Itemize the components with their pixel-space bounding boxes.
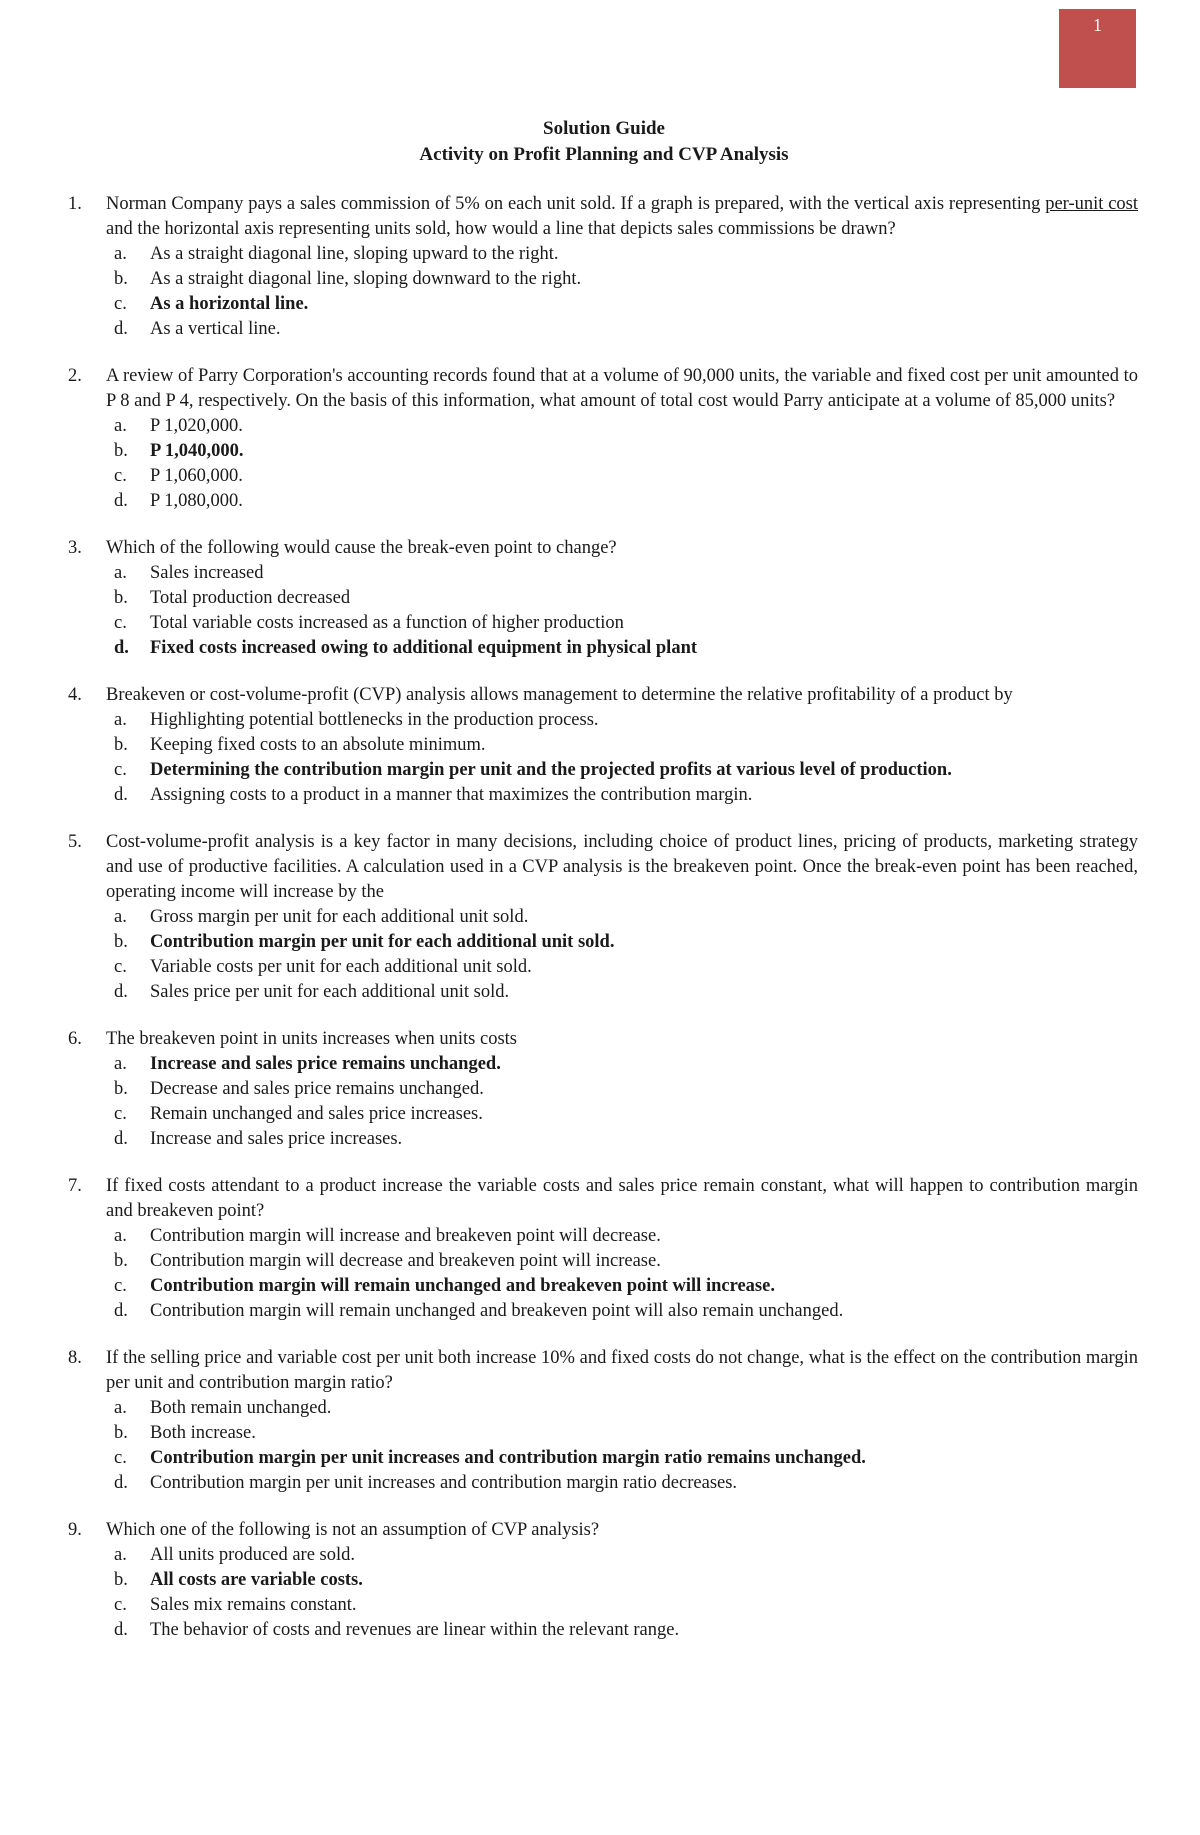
option-b: b. Both increase. <box>114 1423 256 1443</box>
question-number: 8. <box>68 1348 82 1368</box>
question-3 <box>68 536 1138 661</box>
answer-options <box>106 561 1138 661</box>
option-d: d. The behavior of costs and revenues are linear within the relevant range. <box>114 1620 680 1640</box>
option-a: a. Sales increased <box>114 563 264 583</box>
answer-options <box>106 414 1138 514</box>
question-number: 4. <box>68 685 82 705</box>
option-b: b. Decrease and sales price remains unchanged. <box>114 1079 484 1099</box>
option-a-correct-answer: a. Increase and sales price remains unchanged. <box>114 1054 501 1074</box>
question-number: 9. <box>68 1520 82 1540</box>
option-a: a. As a straight diagonal line, sloping upward to the right. <box>114 244 559 264</box>
question-list <box>68 192 1138 1665</box>
option-c: c. Sales mix remains constant. <box>114 1595 357 1615</box>
option-c: c. P 1,060,000. <box>114 466 243 486</box>
question-number: 6. <box>68 1029 82 1049</box>
option-a: a. Both remain unchanged. <box>114 1398 332 1418</box>
option-d: d. Sales price per unit for each additional unit sold. <box>114 982 510 1002</box>
option-a: a. Contribution margin will increase and breakeven point will decrease. <box>114 1226 661 1246</box>
question-text: Which one of the following is not an assumption of CVP analysis? <box>106 1520 600 1540</box>
question-7 <box>68 1174 1138 1324</box>
option-d-correct-answer: d. Fixed costs increased owing to additional equipment in physical plant <box>114 638 698 658</box>
answer-options <box>106 242 1138 342</box>
question-9 <box>68 1518 1138 1643</box>
page-number-badge <box>1059 9 1136 88</box>
option-a: a. Gross margin per unit for each additional unit sold. <box>114 907 529 927</box>
option-b: b. Contribution margin will decrease and breakeven point will increase. <box>114 1251 661 1271</box>
underlined-term: per-unit cost <box>1045 194 1138 214</box>
page-number: 1 <box>1093 15 1102 35</box>
option-c-correct-answer: c. As a horizontal line. <box>114 294 309 314</box>
question-number: 7. <box>68 1176 82 1196</box>
option-d: d. Contribution margin will remain unchanged and breakeven point will also remain unchanged. <box>114 1301 844 1321</box>
option-a: a. Highlighting potential bottlenecks in the production process. <box>114 710 599 730</box>
answer-options <box>106 1396 1138 1496</box>
question-8 <box>68 1346 1138 1496</box>
answer-options <box>106 1543 1138 1643</box>
question-number: 1. <box>68 194 82 214</box>
question-number: 2. <box>68 366 82 386</box>
question-6 <box>68 1027 1138 1152</box>
question-number: 5. <box>68 832 82 852</box>
answer-options <box>106 1224 1138 1324</box>
question-4 <box>68 683 1138 808</box>
option-b: b. Keeping fixed costs to an absolute minimum. <box>114 735 486 755</box>
question-2 <box>68 364 1138 514</box>
option-c-correct-answer: c. Contribution margin per unit increases and contribution margin ratio remains unchanged. <box>114 1448 866 1468</box>
question-text: A review of Parry Corporation's accounting records found that at a volume of 90,000 units, the variable and fixed cost per unit amounted to P 8 and P 4, respectively. On the basis of this information, what amount of total cost would Parry anticipate at a volume of 85,000 units? <box>106 366 1138 411</box>
option-b: b. As a straight diagonal line, sloping downward to the right. <box>114 269 582 289</box>
option-c-correct-answer: c. Contribution margin will remain unchanged and breakeven point will increase. <box>114 1276 775 1296</box>
option-b-correct-answer: b. P 1,040,000. <box>114 441 244 461</box>
question-text: If the selling price and variable cost per unit both increase 10% and fixed costs do not change, what is the effect on the contribution margin per unit and contribution margin ratio? <box>106 1348 1138 1393</box>
option-c: c. Total variable costs increased as a function of higher production <box>114 613 624 633</box>
option-c-correct-answer: c. Determining the contribution margin per unit and the projected profits at various level of production. <box>114 760 952 780</box>
question-text: Cost-volume-profit analysis is a key factor in many decisions, including choice of product lines, pricing of products, marketing strategy and use of productive facilities. A calculation used in a CVP analysis is the breakeven point. Once the break-even point has been reached, operating income will increase by the <box>106 832 1138 902</box>
question-text: The breakeven point in units increases when units costs <box>106 1029 518 1049</box>
question-text: If fixed costs attendant to a product increase the variable costs and sales price remain constant, what will happen to contribution margin and breakeven point? <box>106 1176 1138 1221</box>
option-c: c. Remain unchanged and sales price increases. <box>114 1104 483 1124</box>
answer-options <box>106 708 1138 808</box>
question-text: Which of the following would cause the break-even point to change? <box>106 538 617 558</box>
question-text: Norman Company pays a sales commission of 5% on each unit sold. If a graph is prepared, with the vertical axis representing per-unit cost and the horizontal axis representing units sold, how would a line that depicts sales commissions be drawn? <box>106 194 1138 239</box>
document-subtitle: Activity on Profit Planning and CVP Analysis <box>419 144 789 165</box>
question-5 <box>68 830 1138 1005</box>
question-text: Breakeven or cost-volume-profit (CVP) analysis allows management to determine the relative profitability of a product by <box>106 685 1013 705</box>
option-d: d. Increase and sales price increases. <box>114 1129 403 1149</box>
option-a: a. P 1,020,000. <box>114 416 243 436</box>
option-a: a. All units produced are sold. <box>114 1545 355 1565</box>
option-d: d. Assigning costs to a product in a manner that maximizes the contribution margin. <box>114 785 753 805</box>
option-d: d. P 1,080,000. <box>114 491 243 511</box>
option-d: d. As a vertical line. <box>114 319 281 339</box>
option-c: c. Variable costs per unit for each additional unit sold. <box>114 957 532 977</box>
document-title: Solution Guide <box>543 118 665 139</box>
answer-options <box>106 1052 1138 1152</box>
option-d: d. Contribution margin per unit increases and contribution margin ratio decreases. <box>114 1473 738 1493</box>
option-b: b. Total production decreased <box>114 588 351 608</box>
question-number: 3. <box>68 538 82 558</box>
answer-options <box>106 905 1138 1005</box>
option-b-correct-answer: b. Contribution margin per unit for each additional unit sold. <box>114 932 615 952</box>
question-1 <box>68 192 1138 342</box>
option-b-correct-answer: b. All costs are variable costs. <box>114 1570 363 1590</box>
